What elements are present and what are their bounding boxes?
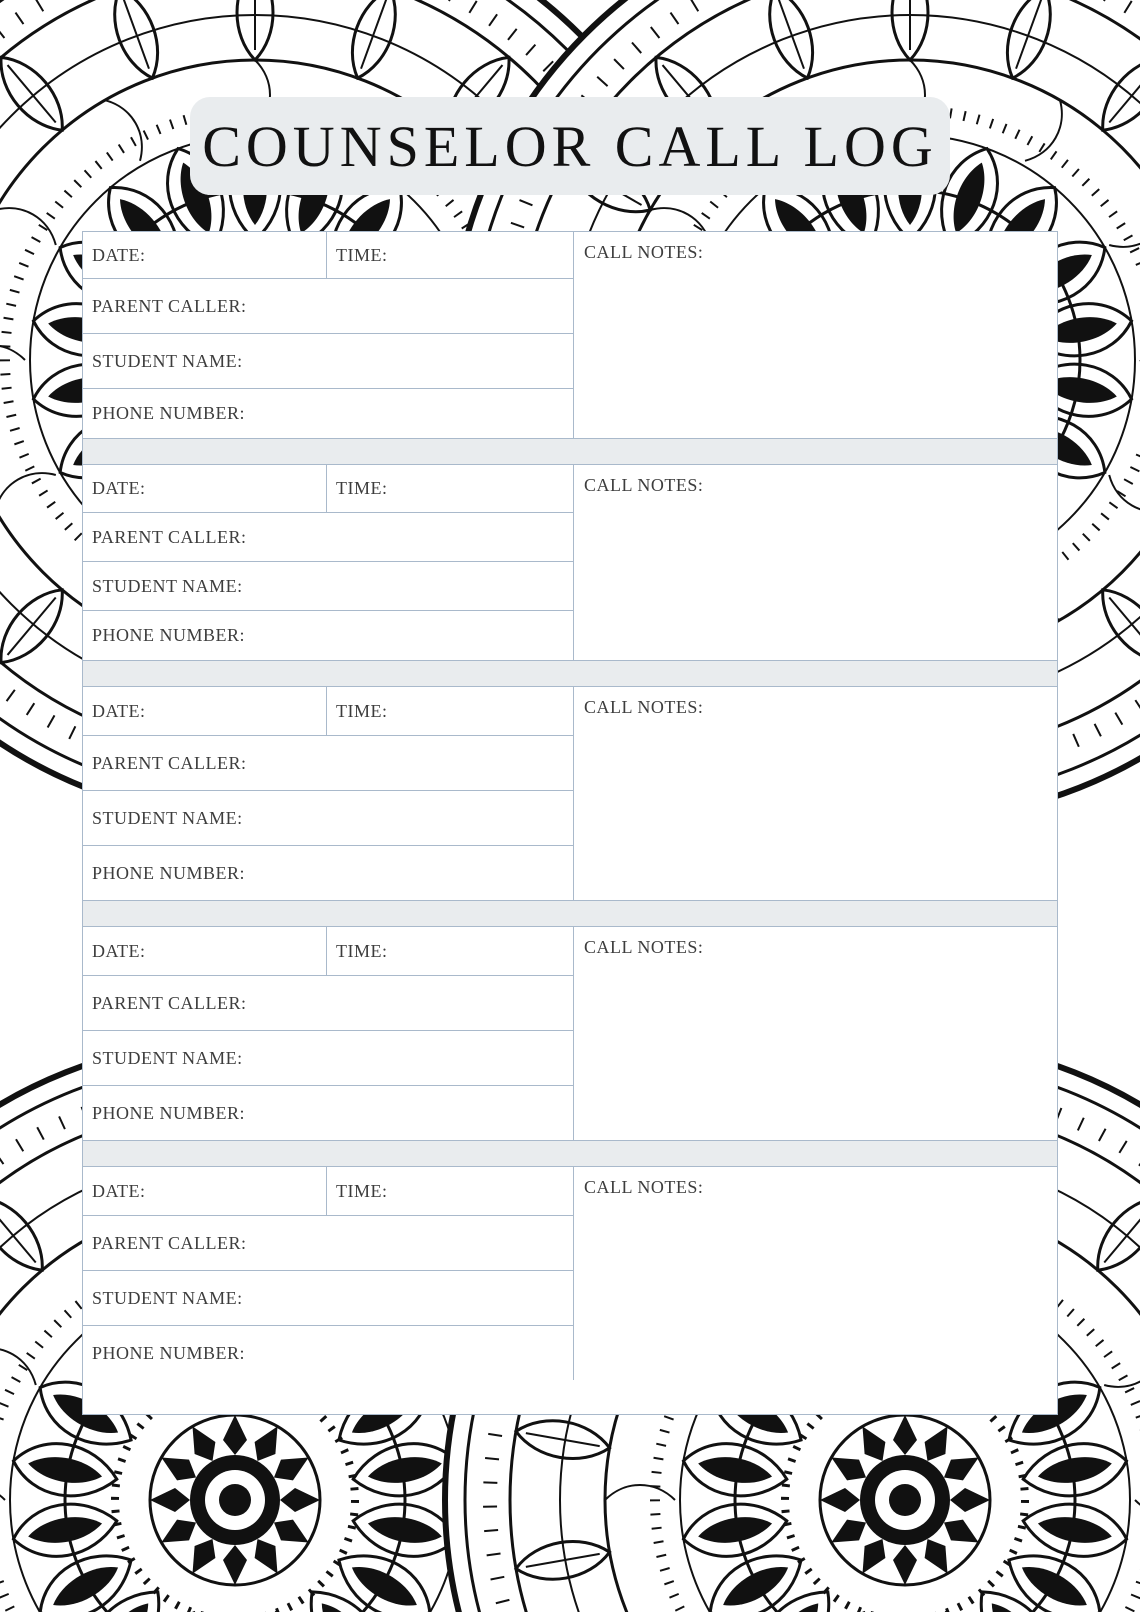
time-field-label: TIME:: [336, 700, 388, 721]
call-notes-label: CALL NOTES:: [584, 475, 704, 495]
date-field-label: DATE:: [92, 244, 146, 265]
call-entry: [83, 687, 1057, 900]
phone-number-field-label: PHONE NUMBER:: [92, 1342, 246, 1363]
call-notes-label: CALL NOTES:: [584, 242, 704, 262]
student-name-field[interactable]: [83, 562, 573, 611]
date-field[interactable]: [83, 687, 327, 736]
parent-caller-field[interactable]: [83, 976, 573, 1031]
date-field-label: DATE:: [92, 700, 146, 721]
title-banner: [190, 97, 950, 195]
student-name-field-label: STUDENT NAME:: [92, 1287, 243, 1308]
call-notes-label: CALL NOTES:: [584, 1177, 704, 1197]
caller-info-section: [83, 1167, 574, 1380]
student-name-field[interactable]: [83, 1031, 573, 1086]
time-field[interactable]: [327, 687, 573, 736]
date-field-label: DATE:: [92, 940, 146, 961]
time-field-label: TIME:: [336, 940, 388, 961]
phone-number-field-label: PHONE NUMBER:: [92, 862, 246, 883]
call-entry: [83, 232, 1057, 438]
entry-separator: [83, 438, 1057, 465]
parent-caller-field-label: PARENT CALLER:: [92, 526, 247, 547]
call-notes-field[interactable]: [574, 232, 1057, 438]
time-field-label: TIME:: [336, 1180, 388, 1201]
phone-number-field[interactable]: [83, 1086, 573, 1140]
time-field[interactable]: [327, 1167, 573, 1216]
student-name-field-label: STUDENT NAME:: [92, 1047, 243, 1068]
time-field-label: TIME:: [336, 244, 388, 265]
call-notes-field[interactable]: [574, 465, 1057, 660]
student-name-field[interactable]: [83, 791, 573, 846]
caller-info-section: [83, 232, 574, 438]
caller-info-section: [83, 465, 574, 660]
call-entry: [83, 927, 1057, 1140]
phone-number-field[interactable]: [83, 611, 573, 660]
time-field-label: TIME:: [336, 478, 388, 498]
date-field-label: DATE:: [92, 1180, 146, 1201]
call-entry: [83, 1167, 1057, 1380]
entry-separator: [83, 1140, 1057, 1167]
entry-separator: [83, 900, 1057, 927]
call-notes-label: CALL NOTES:: [584, 937, 704, 957]
phone-number-field-label: PHONE NUMBER:: [92, 1102, 246, 1123]
parent-caller-field-label: PARENT CALLER:: [92, 295, 247, 316]
student-name-field-label: STUDENT NAME:: [92, 575, 243, 596]
date-field[interactable]: [83, 1167, 327, 1216]
time-field[interactable]: [327, 232, 573, 279]
parent-caller-field[interactable]: [83, 513, 573, 562]
parent-caller-field-label: PARENT CALLER:: [92, 752, 247, 773]
date-field-label: DATE:: [92, 478, 146, 498]
time-field[interactable]: [327, 465, 573, 513]
page-title: COUNSELOR CALL LOG: [202, 113, 938, 179]
parent-caller-field-label: PARENT CALLER:: [92, 1232, 247, 1253]
phone-number-field-label: PHONE NUMBER:: [92, 403, 246, 423]
call-notes-field[interactable]: [574, 1167, 1057, 1380]
time-field[interactable]: [327, 927, 573, 976]
student-name-field[interactable]: [83, 334, 573, 389]
date-field[interactable]: [83, 465, 327, 513]
parent-caller-field[interactable]: [83, 279, 573, 334]
call-notes-field[interactable]: [574, 687, 1057, 900]
parent-caller-field[interactable]: [83, 736, 573, 791]
parent-caller-field[interactable]: [83, 1216, 573, 1271]
caller-info-section: [83, 927, 574, 1140]
call-notes-field[interactable]: [574, 927, 1057, 1140]
call-log-form: [82, 231, 1058, 1415]
parent-caller-field-label: PARENT CALLER:: [92, 992, 247, 1013]
call-entry: [83, 465, 1057, 660]
phone-number-field[interactable]: [83, 846, 573, 900]
entry-separator: [83, 660, 1057, 687]
caller-info-section: [83, 687, 574, 900]
phone-number-field[interactable]: [83, 1326, 573, 1380]
phone-number-field-label: PHONE NUMBER:: [92, 625, 246, 645]
student-name-field-label: STUDENT NAME:: [92, 807, 243, 828]
call-notes-label: CALL NOTES:: [584, 697, 704, 717]
student-name-field[interactable]: [83, 1271, 573, 1326]
phone-number-field[interactable]: [83, 389, 573, 438]
student-name-field-label: STUDENT NAME:: [92, 350, 243, 371]
date-field[interactable]: [83, 927, 327, 976]
date-field[interactable]: [83, 232, 327, 279]
